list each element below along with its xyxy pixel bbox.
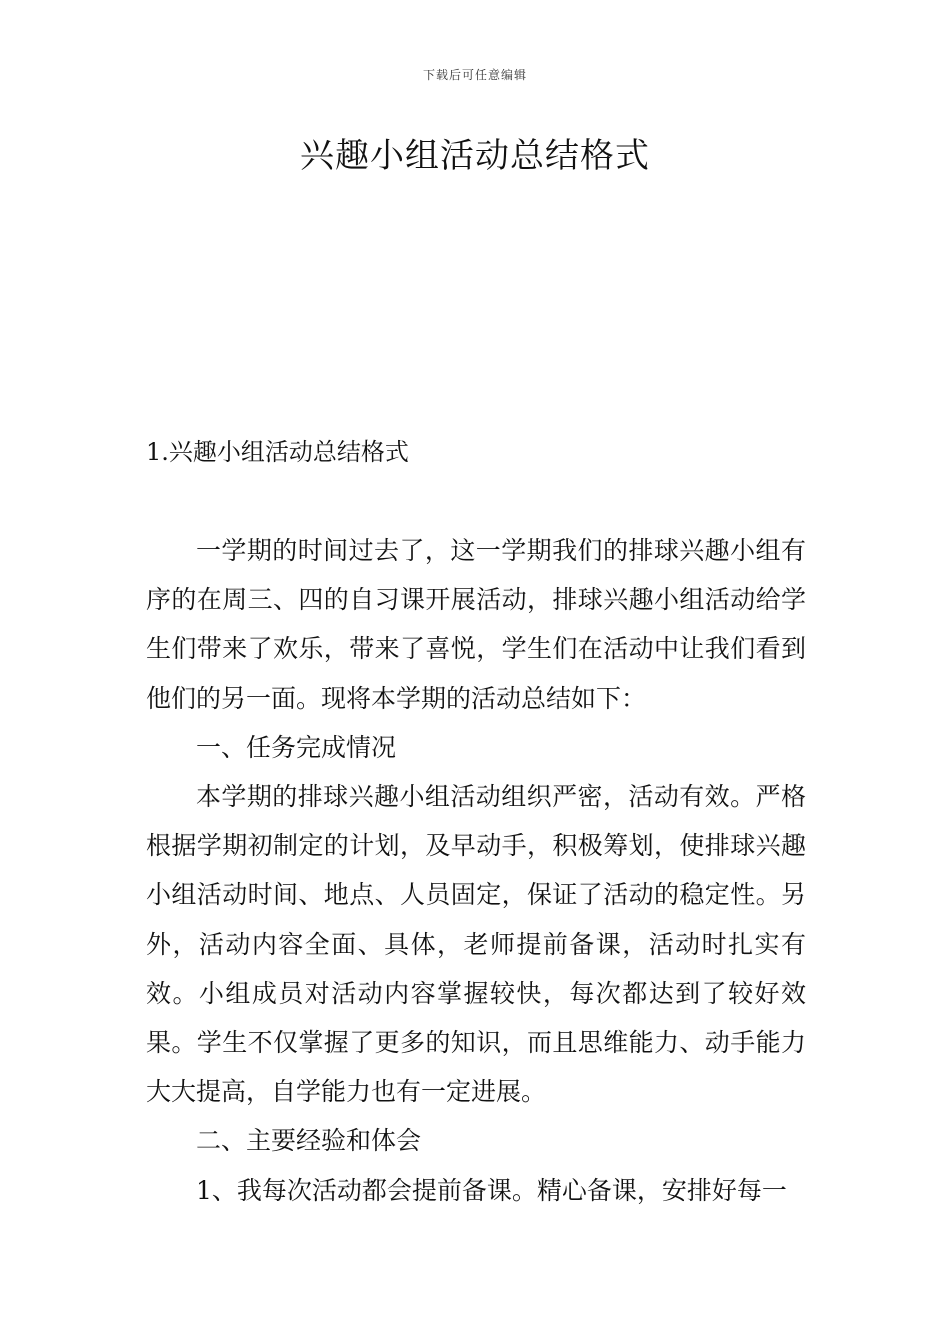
document-body [146,526,806,1215]
paragraph-task-completion: 本学期的排球兴趣小组活动组织严密，活动有效。严格根据学期初制定的计划，及早动手，积极筹划，使排球兴趣小组活动时间、地点、人员固定，保证了活动的稳定性。另外，活动内容全面、具体，老师提前备课，活动时扎实有效。小组成员对活动内容掌握较快，每次都达到了较好效果。学生不仅掌握了更多的知识，而且思维能力、动手能力大大提高，自学能力也有一定进展。 [146,782,806,1107]
paragraph-intro: 一学期的时间过去了，这一学期我们的排球兴趣小组有序的在周三、四的自习课开展活动，排球兴趣小组活动给学生们带来了欢乐，带来了喜悦，学生们在活动中让我们看到他们的另一面。现将本学期的活动总结如下： [146,536,806,713]
document-title: 兴趣小组活动总结格式 [300,136,650,176]
section-heading: 1.兴趣小组活动总结格式 [146,438,409,466]
paragraph-heading-experience: 二、主要经验和体会 [196,1126,422,1156]
header-note: 下载后可任意编辑 [422,68,527,82]
paragraph-heading-task-completion: 一、任务完成情况 [196,732,397,762]
paragraph-experience-1: 1、我每次活动都会提前备课。精心备课，安排好每一 [196,1175,787,1205]
